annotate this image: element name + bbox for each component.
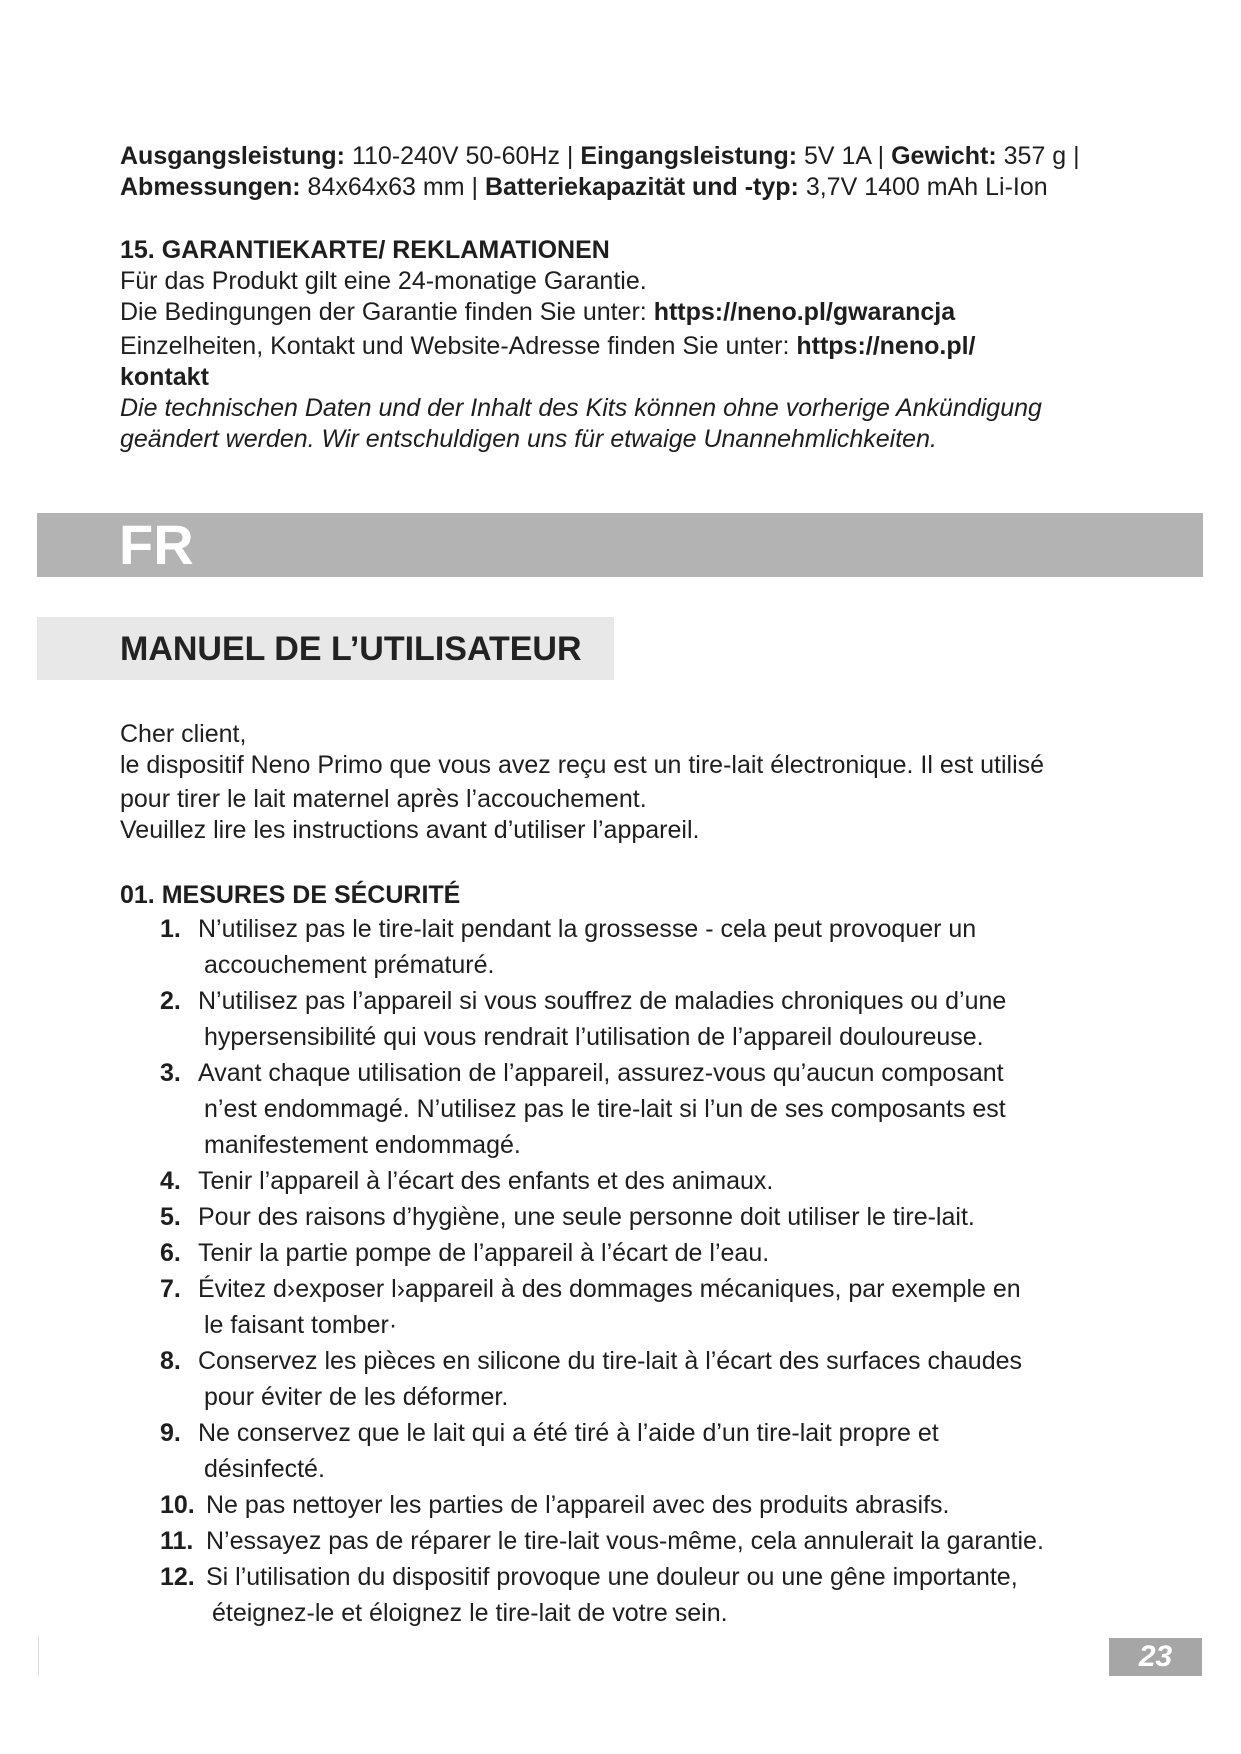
safety-item <box>160 1199 1140 1235</box>
safety-item <box>160 1271 1140 1343</box>
safety-item-number: 1. <box>160 915 181 943</box>
warranty-terms-link[interactable]: https://neno.pl/gwarancja <box>653 298 956 326</box>
weight-value: 357 g | <box>996 142 1080 170</box>
safety-item-text: N’utilisez pas le tire-lait pendant la grossesse - cela peut provoquer un <box>198 915 977 943</box>
contact-link-cont[interactable]: kontakt <box>120 363 209 391</box>
page-number: 23 <box>1138 1640 1173 1673</box>
language-code: FR <box>119 513 194 576</box>
warranty-line-3 <box>120 331 1140 362</box>
warranty-line-1: Für das Produkt gilt eine 24-monatige Garantie. <box>120 267 647 295</box>
specs-line-1 <box>120 141 1140 172</box>
safety-item-number: 7. <box>160 1275 181 1303</box>
dims-value: 84x64x63 mm | <box>300 173 485 201</box>
safety-item <box>160 1415 1140 1487</box>
safety-item-text: Ne conservez que le lait qui a été tiré à l’aide d’un tire-lait propre et <box>198 1419 939 1447</box>
safety-item-text: Si l’utilisation du dispositif provoque une douleur ou une gêne importante, <box>206 1563 1018 1591</box>
safety-item <box>160 1235 1140 1271</box>
safety-item-text: pour éviter de les déformer. <box>204 1383 509 1411</box>
output-label: Ausgangsleistung: <box>120 142 346 170</box>
specs-block <box>120 141 1140 203</box>
intro-line-2: pour tirer le lait maternel après l’accouchement. <box>120 785 647 813</box>
input-value: 5V 1A | <box>797 142 892 170</box>
safety-item-text: hypersensibilité qui vous rendrait l’utilisation de l’appareil douloureuse. <box>204 1023 984 1051</box>
page-number-badge <box>1109 1638 1202 1676</box>
safety-heading-wrap <box>120 880 1140 911</box>
contact-text: Einzelheiten, Kontakt und Website-Adresse finden Sie unter: <box>120 332 797 360</box>
manual-title-band <box>37 617 614 680</box>
safety-item-number: 8. <box>160 1347 181 1375</box>
specs-line-2 <box>120 172 1140 203</box>
safety-item <box>160 1487 1140 1523</box>
safety-item-text: Pour des raisons d’hygiène, une seule personne doit utiliser le tire-lait. <box>198 1203 975 1231</box>
language-band <box>37 513 1203 577</box>
safety-item-text: Avant chaque utilisation de l’appareil, assurez-vous qu’aucun composant <box>198 1059 1004 1087</box>
battery-label: Batteriekapazität und -typ: <box>484 173 799 201</box>
intro-section <box>120 719 1140 846</box>
safety-item-number: 6. <box>160 1239 181 1267</box>
warranty-section <box>120 235 1140 455</box>
contact-link[interactable]: https://neno.pl/ <box>796 332 976 360</box>
safety-item-text: Tenir la partie pompe de l’appareil à l’écart de l’eau. <box>198 1239 770 1267</box>
safety-heading: 01. MESURES DE SÉCURITÉ <box>120 881 461 909</box>
safety-item <box>160 1559 1140 1631</box>
safety-item-text: manifestement endommagé. <box>204 1131 521 1159</box>
manual-title: MANUEL DE L’UTILISATEUR <box>120 630 582 668</box>
dims-label: Abmessungen: <box>120 173 301 201</box>
safety-item-text: n’est endommagé. N’utilisez pas le tire-lait si l’un de ses composants est <box>204 1095 1006 1123</box>
safety-item <box>160 911 1140 983</box>
safety-item-number: 2. <box>160 987 181 1015</box>
input-label: Eingangsleistung: <box>580 142 798 170</box>
safety-item-number: 3. <box>160 1059 181 1087</box>
safety-item-number: 4. <box>160 1167 181 1195</box>
safety-item <box>160 1343 1140 1415</box>
output-value: 110-240V 50-60Hz | <box>345 142 581 170</box>
safety-item-text: N’utilisez pas l’appareil si vous souffrez de maladies chroniques ou d’une <box>198 987 1007 1015</box>
intro-line-1: le dispositif Neno Primo que vous avez reçu est un tire-lait électronique. Il est utilisé <box>120 751 1045 779</box>
safety-item <box>160 1163 1140 1199</box>
safety-item-number: 11. <box>160 1527 194 1555</box>
safety-item-text: N’essayez pas de réparer le tire-lait vous-même, cela annulerait la garantie. <box>206 1527 1044 1555</box>
safety-item-text: désinfecté. <box>204 1455 325 1483</box>
edge-divider <box>38 1636 39 1676</box>
safety-item <box>160 1055 1140 1163</box>
safety-item-text: accouchement prématuré. <box>204 951 495 979</box>
safety-item-text: Évitez d›exposer l›appareil à des dommages mécaniques, par exemple en <box>198 1275 1021 1303</box>
safety-item-text: éteignez-le et éloignez le tire-lait de votre sein. <box>212 1599 728 1627</box>
weight-label: Gewicht: <box>891 142 997 170</box>
safety-item-text: Tenir l’appareil à l’écart des enfants et des animaux. <box>198 1167 774 1195</box>
safety-item-number: 12. <box>160 1563 195 1591</box>
warranty-terms-text: Die Bedingungen der Garantie finden Sie unter: <box>120 298 654 326</box>
safety-item <box>160 983 1140 1055</box>
warranty-note-2: geändert werden. Wir entschuldigen uns für etwaige Unannehmlichkeiten. <box>120 425 937 453</box>
safety-item-number: 10. <box>160 1491 195 1519</box>
safety-item-number: 9. <box>160 1419 181 1447</box>
warranty-note-1: Die technischen Daten und der Inhalt des Kits können ohne vorherige Ankündigung <box>120 394 1042 422</box>
safety-list <box>160 911 1140 1631</box>
intro-line-3: Veuillez lire les instructions avant d’utiliser l’appareil. <box>120 816 700 844</box>
battery-value: 3,7V 1400 mAh Li-Ion <box>798 173 1048 201</box>
warranty-heading: 15. GARANTIEKARTE/ REKLAMATIONEN <box>120 236 610 264</box>
intro-greeting: Cher client, <box>120 720 247 748</box>
warranty-line-2 <box>120 297 1140 328</box>
safety-item-text: Conservez les pièces en silicone du tire-lait à l’écart des surfaces chaudes <box>198 1347 1023 1375</box>
safety-item-text: Ne pas nettoyer les parties de l’appareil avec des produits abrasifs. <box>206 1491 950 1519</box>
safety-item-text: le faisant tomber· <box>204 1311 398 1339</box>
safety-item <box>160 1523 1140 1559</box>
safety-item-number: 5. <box>160 1203 181 1231</box>
